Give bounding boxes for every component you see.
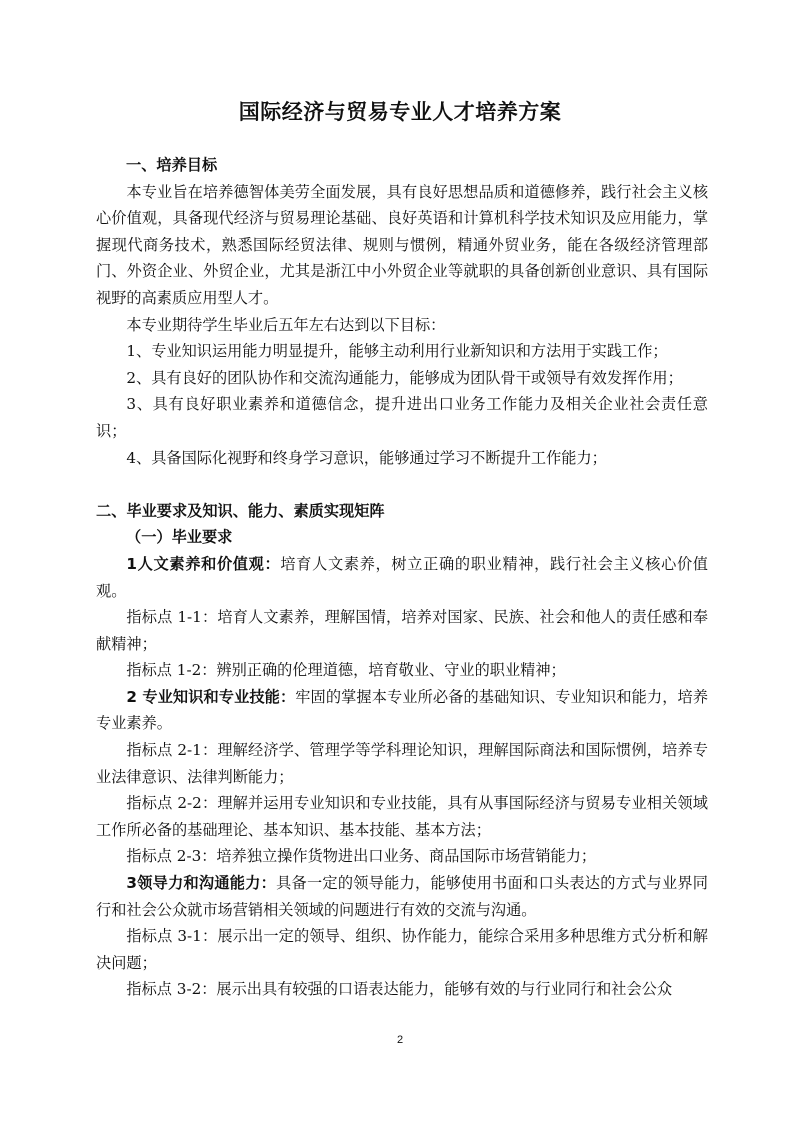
- indicator-3-1: 指标点 3-1：展示出一定的领导、组织、协作能力，能综合采用多种思维方式分析和解决问题；: [96, 927, 708, 972]
- indicator-2-2: 指标点 2-2：理解并运用专业知识和专业技能，具有从事国际经济与贸易专业相关领域工作所必备的基础理论、基本知识、基本技能、基本方法；: [96, 794, 708, 839]
- requirement-3: [96, 870, 708, 923]
- document-body: [96, 152, 708, 1003]
- document-title: 国际经济与贸易专业人才培养方案: [238, 100, 562, 124]
- paragraph-goal-statement: 本专业旨在培养德智体美劳全面发展，具有良好思想品质和道德修养，践行社会主义核心价值观，具备现代经济与贸易理论基础、良好英语和计算机科学技术知识及应用能力，掌握现代商务技术，熟悉国际经贸法律、规则与惯例，精通外贸业务，能在各级经济管理部门、外资企业、外贸企业，尤其是浙江中小外贸企业等就职的具备创新创业意识、具有国际视野的高素质应用型人才。: [96, 182, 708, 307]
- indicator-2-3: 指标点 2-3：培养独立操作货物进出口业务、商品国际市场营销能力；: [126, 847, 597, 866]
- requirement-2-label: 2 专业知识和专业技能：: [126, 687, 296, 706]
- requirement-3-text: 具备一定的领导能力，能够使用书面和口头表达的方式与业界同行和社会公众就市场营销相关领域的问题进行有效的交流与沟通。: [96, 874, 708, 919]
- page-number: 2: [396, 1034, 404, 1046]
- requirement-1-text: 培育人文素养，树立正确的职业精神，践行社会主义核心价值观。: [96, 554, 708, 600]
- requirement-2-text: 牢固的掌握本专业所必备的基础知识、专业知识和能力，培养专业素养。: [96, 687, 709, 733]
- goal-item-1: 1、专业知识运用能力明显提升，能够主动利用行业新知识和方法用于实践工作；: [126, 342, 668, 361]
- indicator-1-1: 指标点 1-1：培育人文素养，理解国情，培养对国家、民族、社会和他人的责任感和奉献精神；: [96, 608, 708, 653]
- indicator-3-2: 指标点 3-2：展示出具有较强的口语表达能力，能够有效的与行业同行和社会公众: [126, 980, 673, 999]
- requirement-1: [96, 551, 708, 604]
- indicator-2-1: 指标点 2-1：理解经济学、管理学等学科理论知识，理解国际商法和国际惯例，培养专业法律意识、法律判断能力；: [96, 741, 708, 786]
- goal-item-4: 4、具备国际化视野和终身学习意识，能够通过学习不断提升工作能力；: [126, 448, 607, 467]
- section-heading-graduation-requirements: 二、毕业要求及知识、能力、素质实现矩阵: [96, 501, 385, 520]
- section-heading-training-goals: 一、培养目标: [126, 156, 218, 174]
- subsection-heading-requirements: （一）毕业要求: [126, 528, 233, 547]
- requirement-3-label: 3领导力和沟通能力：: [126, 874, 277, 893]
- goal-item-2: 2、具有良好的团队协作和交流沟通能力，能够成为团队骨干或领导有效发挥作用；: [126, 368, 683, 387]
- indicator-1-2: 指标点 1-2：辨别正确的伦理道德，培育敬业、守业的职业精神；: [126, 661, 566, 680]
- paragraph-five-year-intro: 本专业期待学生毕业后五年左右达到以下目标：: [126, 315, 446, 334]
- requirement-2: [96, 684, 708, 737]
- goal-item-3: 3、具有良好职业素养和道德信念，提升进出口业务工作能力及相关企业社会责任意识；: [96, 395, 708, 440]
- requirement-1-label: 1人文素养和价值观：: [126, 554, 281, 573]
- section-spacer: [96, 471, 708, 498]
